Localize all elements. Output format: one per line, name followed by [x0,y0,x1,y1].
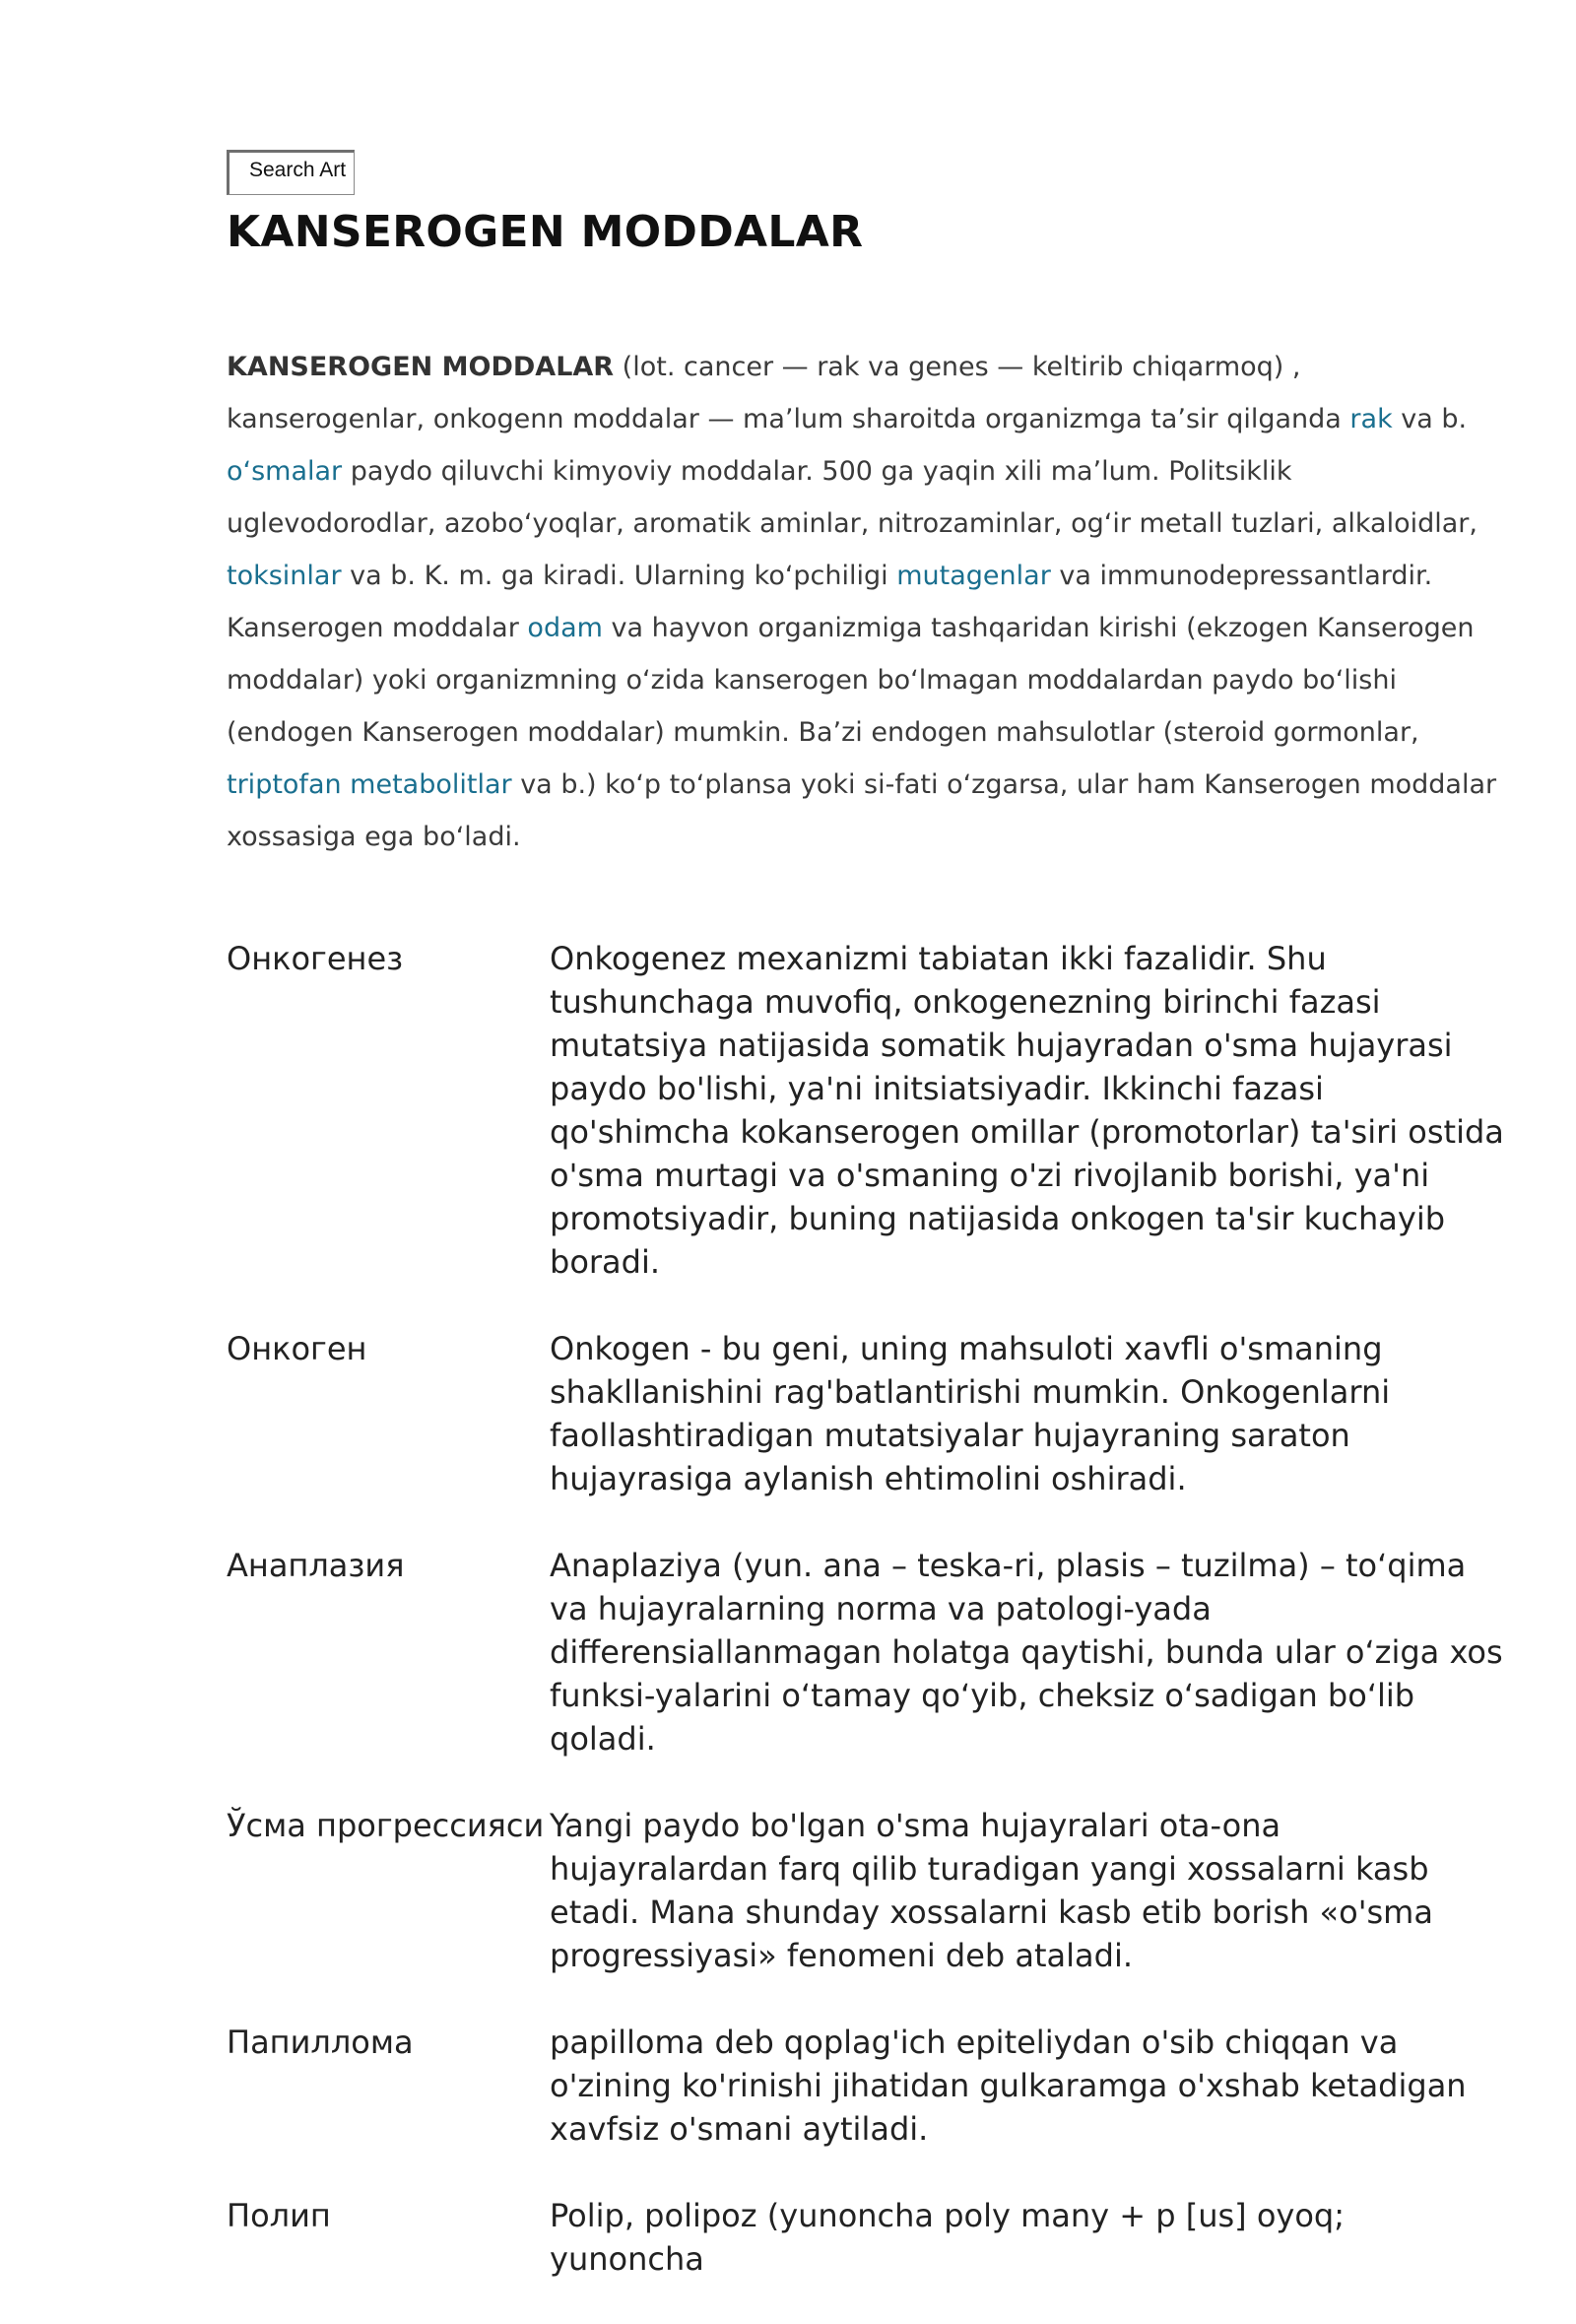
term-row [227,937,1507,1284]
link-odam[interactable]: odam [527,613,603,643]
search-input[interactable]: Search Art [227,150,355,195]
term-row [227,2194,1507,2281]
term-name: Ўсма прогрессияси [227,1807,545,1844]
term-row [227,1804,1507,1977]
link-rak[interactable]: rak [1349,404,1393,434]
term-name: Онкоген [227,1330,367,1367]
link-mutagenlar[interactable]: mutagenlar [896,561,1051,591]
term-definition: Onkogenez mexanizmi tabiatan ikki fazalidir. Shu tushunchaga muvofiq, onkogenezning birinchi fazasi mutatsiya natijasida somatik hujayradan o'sma hujayrasi paydo bo'lishi, ya'ni initsiatsiyadir. Ikkinchi fazasi qo'shimcha kokanserogen omillar (promotorlar) ta'siri ostida o'sma murtagi va o'smaning o'zi rivojlanib borishi, ya'ni promotsiyadir, buning natijasida onkogen ta'sir kuchayib boradi. [550,940,1504,1281]
term-row [227,1327,1507,1500]
term-row [227,2021,1507,2151]
link-triptofan-metabolitlar[interactable]: triptofan metabolitlar [227,769,512,800]
term-name: Полип [227,2197,331,2234]
term-definition: papilloma deb qoplag'ich epiteliydan o'sib chiqqan va o'zining ko'rinishi jihatidan gulkaramga o'xshab ketadigan xavfsiz o'smani aytiladi. [550,2024,1467,2148]
term-name: Папиллома [227,2024,414,2061]
terms-list [227,937,1507,2281]
term-row [227,1544,1507,1760]
link-osmalar[interactable]: oʻsmalar [227,456,343,487]
intro-text: va b. [1392,404,1468,434]
intro-text: va b.) koʻp toʻplansa yoki si-fati oʻzgarsa, ular ham Kanserogen moddalar xossasiga ega boʻladi. [227,769,1497,852]
term-definition: Polip, polipoz (yunoncha poly many + p [us] oyoq; yunoncha [550,2197,1346,2278]
page-title: KANSEROGEN MODDALAR [227,207,864,257]
intro-text: va immunodepressantlardir. Kanserogen moddalar [227,561,1433,643]
intro-text: paydo qiluvchi kimyoviy moddalar. 500 ga yaqin xili maʼlum. Politsiklik uglevodorodlar, azoboʻyoqlar, aromatik aminlar, nitrozaminlar, ogʻir metall tuzlari, alkaloidlar, [227,456,1478,539]
term-name: Онкогенез [227,940,404,977]
intro-text: (lot. cancer — rak va genes — keltirib chiqarmoq) , kanserogenlar, onkogenn moddalar — maʼlum sharoitda organizmga taʼsir qilganda [227,352,1350,434]
link-toksinlar[interactable]: toksinlar [227,561,342,591]
intro-text: va hayvon organizmiga tashqaridan kirishi (ekzogen Kanserogen moddalar) yoki organizmning oʻzida kanserogen boʻlmagan moddalardan paydo boʻlishi (endogen Kanserogen moddalar) mumkin. Baʼzi endogen mahsulotlar (steroid gormonlar, [227,613,1475,748]
intro-text: va b. K. m. ga kiradi. Ularning koʻpchiligi [341,561,897,591]
intro-lead-term: KANSEROGEN MODDALAR [227,352,615,382]
term-definition: Yangi paydo bo'lgan o'sma hujayralari ota-ona hujayralardan farq qilib turadigan yangi xossalarni kasb etadi. Mana shunday xossalarni kasb etib borish «o'sma progressiyasi» fenomeni deb ataladi. [550,1807,1433,1974]
article-page [227,150,1507,2324]
term-name: Анаплазия [227,1547,405,1584]
term-definition: Onkogen - bu geni, uning mahsuloti xavfli o'smaning shakllanishini rag'batlantirishi mumkin. Onkogenlarni faollashtiradigan mutatsiyalar hujayraning saraton hujayrasiga aylanish ehtimolini oshiradi. [550,1330,1391,1497]
intro-paragraph [227,341,1497,863]
term-definition: Anaplaziya (yun. ana – teska-ri, plasis – tuzilma) – toʻqima va hujayralarning norma va patologi-yada differensiallanmagan holatga qaytishi, bunda ular oʻziga xos funksi-yalarini oʻtamay qoʻyib, cheksiz oʻsadigan boʻlib qoladi. [550,1547,1503,1758]
